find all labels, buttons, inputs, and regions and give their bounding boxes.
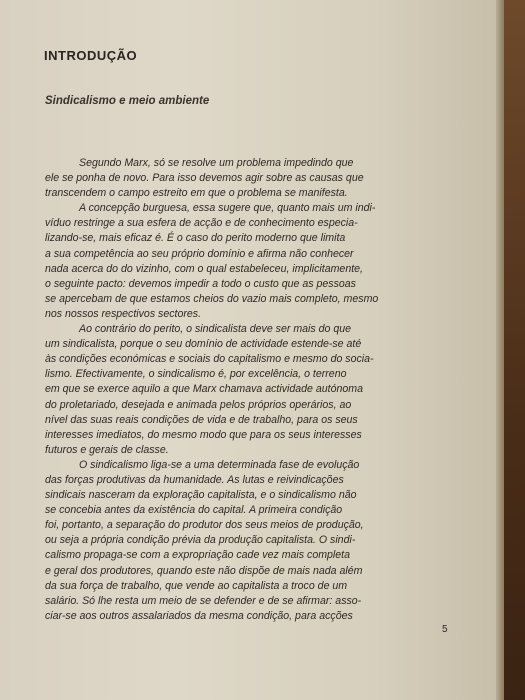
text-line: ciar-se aos outros assalariados da mesma condição, para acções <box>45 609 353 622</box>
text-line: futuros e gerais de classe. <box>45 443 169 456</box>
text-line: se concebia antes da existência do capital. A primeira condição <box>45 504 343 517</box>
text-line: foi, portanto, a separação do produtor dos seus meios de produção, <box>45 519 364 532</box>
text-line: às condições económicas e sociais do capitalismo e mesmo do socia- <box>45 353 374 366</box>
text-line: víduo restringe a sua esfera de acção e de conhecimento especia- <box>45 217 358 230</box>
text-line: interesses imediatos, do mesmo modo que para os seus interesses <box>45 428 362 441</box>
section-title: Sindicalismo e meio ambiente <box>45 95 210 107</box>
text-line: nada acerca do do vizinho, com o qual estabeleceu, implicitamente, <box>45 262 363 275</box>
page-edge <box>496 0 504 700</box>
text-line: em que se exerce aquilo a que Marx chamava actividade autónoma <box>45 383 363 396</box>
text-line: das forças produtivas da humanidade. As lutas e reivindicações <box>45 473 344 486</box>
text-line: A concepção burguesa, essa sugere que, quanto mais um indi- <box>79 202 376 215</box>
text-line: lismo. Efectivamente, o sindicalismo é, por excelência, o terreno <box>45 368 347 381</box>
text-line: o seguinte pacto: devemos impedir a todo o custo que as pessoas <box>45 277 356 290</box>
text-line: ou seja a própria condição prévia da produção capitalista. O sindi- <box>45 534 356 547</box>
text-line: a sua competência ao seu próprio domínio e afirma não conhecer <box>45 247 354 260</box>
text-line: calismo propaga-se com a expropriação cade vez mais completa <box>45 549 351 562</box>
text-line: ele se ponha de novo. Para isso devemos agir sobre as causas que <box>45 172 364 185</box>
background-surface <box>504 0 525 700</box>
text-line: nos nossos respectivos sectores. <box>45 307 202 320</box>
text-line: nível das suas reais condições de vida e de trabalho, para os seus <box>45 413 358 426</box>
text-line: se apercebam de que estamos cheios do vazio mais completo, mesmo <box>45 292 379 305</box>
text-line: salário. Só lhe resta um meio de se defender e de se afirmar: asso- <box>45 594 362 607</box>
text-line: um sindicalista, porque o seu domínio de actividade estende-se até <box>45 338 362 351</box>
page-number: 5 <box>442 624 448 635</box>
text-line: e geral dos produtores, quando este não dispõe de mais nada além <box>45 564 363 577</box>
text-line: Segundo Marx, só se resolve um problema impedindo que <box>79 157 354 169</box>
text-line: transcendem o campo estreito em que o problema se manifesta. <box>45 187 348 200</box>
text-line: sindicais nasceram da exploração capitalista, e o sindicalismo não <box>45 489 357 502</box>
text-line: da sua força de trabalho, que vende ao capitalista a troco de um <box>45 579 348 592</box>
text-line: do proletariado, desejada e animada pelos próprios operários, ao <box>45 398 352 411</box>
chapter-title: INTRODUÇÃO <box>44 48 138 63</box>
text-line: O sindicalismo liga-se a uma determinada fase de evolução <box>79 458 360 471</box>
body-text <box>45 156 455 624</box>
text-line: Ao contrário do perito, o sindicalista deve ser mais do que <box>79 323 352 336</box>
text-line: lizando-se, mais eficaz é. É o caso do perito moderno que limita <box>45 232 346 245</box>
